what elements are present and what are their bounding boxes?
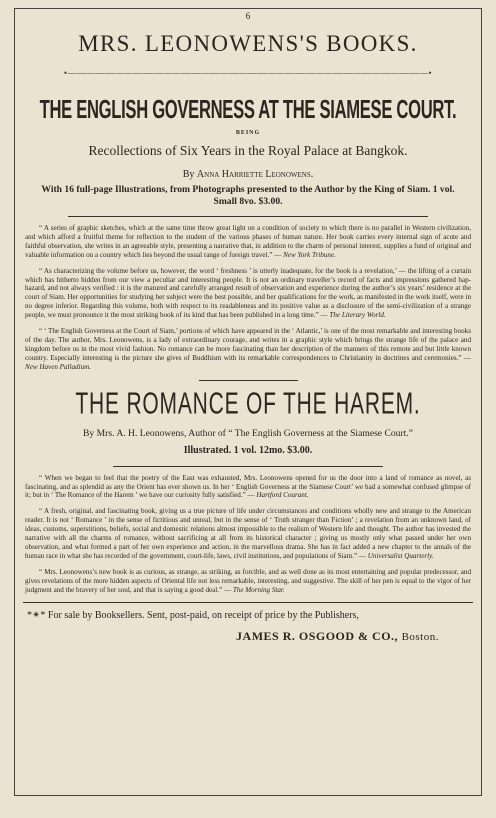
book2-title: THE ROMANCE OF THE HAREM. (75, 387, 421, 421)
book2-review-2 (25, 507, 471, 560)
book2-review-1 (25, 474, 471, 501)
review-source: Hartford Courant. (256, 491, 309, 500)
review-text: “ As characterizing the volume before us, however, the word ‘ freshness ’ is utterly inadequate, for the book is a revelation,’ — the lifting of a curtain which has hitherto hidden from our view a peculiar and interesting people. It is not an ordinary traveller’s record of facts and impressions gathered hap-hazard, and not always verified : it is the matured and carefully arranged result of observation and experience during the author’s six years’ residence at the court of Siam. Her opportunities for studying her subject were the best possible, and her qualifications for the work, as manifested in the work itself, were in no degree inferior. Regarding this volume, both with respect to its readableness and its positive value as a disclosure of the semi-civilization of a strange people, we must pronounce it the most striking book of its kind that has been published in a long time.” — (25, 266, 471, 320)
book1-review-2 (25, 267, 471, 320)
book1-being: BEING (235, 130, 261, 136)
publisher-line (23, 627, 473, 646)
ornament-rule: •——————————————————————————————————————• (63, 68, 433, 78)
review-text: “ When we began to feel that the poetry of the East was exhausted, Mrs. Leonowens opened for us the door into a land of romance as novel, as fascinating, and as splendid as any the Orient has ever shown us. In her ‘ English Governess at the Siamese Court’ we had a somewhat confused glimpse of it; but in ‘ The Romance of the Harem ’ we have our curiosity fully satisfied.” — (25, 473, 471, 500)
review-text: “ ‘ The English Governess at the Court of Siam,’ portions of which have appeared in the ‘ Atlantic,’ is one of the most remarkable and interesting books of the day. The author, Mrs. Leonowens, is a lady of extraordinary courage, and writes in a graphic style which brings the strange life of the palace and kingdom before us in the most vivid fashion. No romance can be more fascinating than her description of the manners of this remote and but little known country. Especially interesting is the picture she gives of Buddhism with its remarkable correspondences to Christianity in doctrines and ceremonies.” — (25, 327, 471, 362)
book2-review-3 (25, 568, 471, 595)
review-source: Universalist Quarterly. (367, 551, 434, 560)
review-text: “ A fresh, original, and fascinating book, giving us a true picture of life under circumstances and conditions wholly new and strange to the American reader. It is not ‘ Romance ’ in the sense of fictitious and unreal, but in the sense of ‘ Truth stranger than Fiction’ ; a revelation from an unknown land, of ideas, customs, superstitions, beliefs, social and domestic relations almost impossible to the realism of Western life and thought. The author has invested the narrative with all the charms of romance, without sacrificing at all from its historical character ; giving us mostly only what passed under her own observation, and what formed a part of her own experience and action, in the marvellous drama. She has in fact added a new chapter to the annals of the human race in what she has recorded of the government, court-life, laws, civil institutions, and populations of Siam.” — (25, 507, 471, 560)
review-source: New York Tribune. (283, 250, 336, 259)
divider (199, 380, 298, 381)
book2-author: By Mrs. A. H. Leonowens, Author of “ The English Governess at the Siamese Court.” (83, 427, 413, 439)
book1-author (23, 167, 473, 182)
book1-author-name: Anna Harriette Leonowens. (196, 169, 314, 180)
page-title: MRS. LEONOWENS'S BOOKS. (78, 31, 418, 56)
book1-review-3 (25, 327, 471, 372)
publisher-city: Boston. (401, 631, 439, 644)
divider (23, 602, 473, 603)
book2-illustrations: Illustrated. 1 vol. 12mo. $3.00. (183, 444, 313, 456)
book1-title: THE ENGLISH GOVERNESS AT THE SIAMESE COURT. (39, 94, 457, 124)
review-source: The Morning Star. (232, 585, 285, 594)
review-text: “ Mrs. Leonowens’s new book is as curious, as strange, as striking, as forcible, and as well done as its most entertaining and popular predecessor, and gives revelations of the more hidden aspects of Oriental life not less remarkable, interesting, and suggestive. The skill of her pen is equal to the vigor of her judgment and the bravery of her soul, and that is saying a good deal.” — (25, 567, 471, 594)
book1-subtitle: Recollections of Six Years in the Royal Palace at Bangkok. (88, 143, 408, 158)
divider (68, 216, 428, 217)
book1-review-1 (25, 224, 471, 260)
top-mark: 6 (245, 11, 251, 21)
book1-illustrations: With 16 full-page Illustrations, from Photographs presented to the Author by the King of Siam. 1 vol. Small 8vo. $3.00. (41, 184, 455, 207)
review-text: “ A series of graphic sketches, which at the same time throw great light on a condition of society to which there is no parallel in Western civilization, and which afford a fruitful theme for reflection to the student of the various phases of human nature. Her book carries every internal sign of acute and faithful observation, she writes in an agreeable style, presenting a narrative that, in addition to the charm of personal interest, supplies a fund of original and valuable information on a country which lies beyond the usual range of foreign travel.” — (25, 224, 471, 259)
for-sale-notice: *✴* For sale by Booksellers. Sent, post-paid, on receipt of price by the Publishers, (27, 610, 359, 622)
divider (113, 466, 383, 467)
page-border (14, 8, 482, 796)
publisher-name: JAMES R. OSGOOD & CO., (236, 629, 399, 644)
book1-author-prefix: By (182, 169, 195, 180)
review-source: New Haven Palladium. (25, 362, 92, 371)
review-source: The Literary World. (329, 311, 386, 320)
